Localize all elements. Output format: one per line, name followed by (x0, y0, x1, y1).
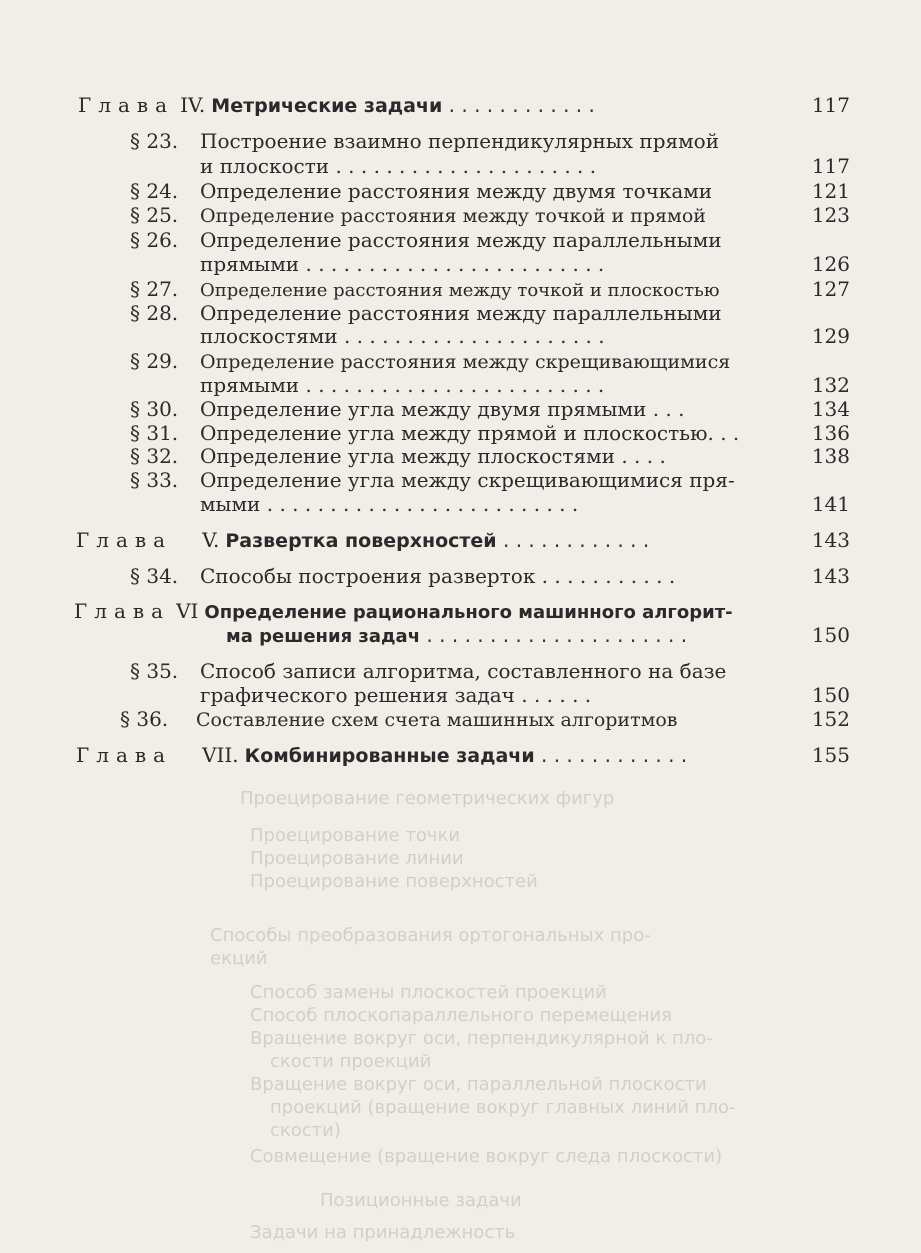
page-number: 129 (811, 324, 850, 348)
section-35-entry[interactable]: § 35. Способ записи алгоритма, составленного на базе (130, 659, 727, 683)
chapter-7-entry[interactable]: Глава VII. Комбинированные задачи . . . . . . . . . . . . 155 (76, 743, 850, 767)
bleed-line: скости проекций (270, 1051, 432, 1072)
page-number: 127 (811, 277, 850, 301)
page-number: 143 (811, 564, 850, 588)
section-26-entry[interactable]: § 26. Определение расстояния между параллельными (130, 228, 722, 252)
bleed-line: Проецирование линии (250, 848, 464, 869)
chapter-6-entry-cont[interactable]: ма решения задач . . . . . . . . . . . . . . . . . . . . . 150 (226, 623, 850, 647)
section-29-entry-cont[interactable]: прямыми . . . . . . . . . . . . . . . . . . . . . . . . 132 (200, 373, 850, 397)
page-number: 123 (811, 203, 850, 227)
section-23-entry-cont[interactable]: и плоскости . . . . . . . . . . . . . . . . . . . . . 117 (200, 154, 850, 178)
page-number: 132 (811, 373, 850, 397)
bleed-line: Совмещение (вращение вокруг следа плоскости) (250, 1146, 723, 1167)
section-35-entry-cont[interactable]: графического решения задач . . . . . . 150 (200, 683, 850, 707)
bleed-line: Проецирование геометрических фигур (240, 788, 615, 809)
section-28-entry-cont[interactable]: плоскостями . . . . . . . . . . . . . . . . . . . . . 129 (200, 324, 850, 348)
page-number: 150 (811, 683, 850, 707)
page-number: 152 (811, 707, 850, 731)
chapter-5-entry[interactable]: Глава V. Развертка поверхностей . . . . . . . . . . . . 143 (76, 528, 850, 552)
section-33-entry[interactable]: § 33. Определение угла между скрещивающимися пря- (130, 468, 735, 492)
page-number: 155 (811, 743, 850, 767)
bleed-line: Задачи на принадлежность (250, 1222, 516, 1243)
bleed-line: проекций (вращение вокруг главных линий пло- (270, 1097, 736, 1118)
section-27-entry[interactable]: § 27. Определение расстояния между точкой и плоскостью 127 (130, 277, 850, 301)
bleed-line: Позиционные задачи (320, 1190, 522, 1211)
bleed-line: Проецирование точки (250, 825, 461, 846)
page-number: 150 (811, 623, 850, 647)
section-32-entry[interactable]: § 32. Определение угла между плоскостями . . . . 138 (130, 444, 850, 468)
section-36-entry[interactable]: § 36. Составление схем счета машинных алгоритмов 152 (120, 707, 850, 731)
section-29-entry[interactable]: § 29. Определение расстояния между скрещивающимися (130, 349, 731, 373)
section-26-entry-cont[interactable]: прямыми . . . . . . . . . . . . . . . . . . . . . . . . 126 (200, 252, 850, 276)
section-28-entry[interactable]: § 28. Определение расстояния между параллельными (130, 301, 722, 325)
chapter-4-entry[interactable]: Глава IV. Метрические задачи . . . . . . . . . . . . 117 (78, 93, 850, 117)
bleed-line: Вращение вокруг оси, параллельной плоскости (250, 1074, 707, 1095)
bleed-line: Способ плоскопараллельного перемещения (250, 1005, 672, 1026)
bleed-line: Способ замены плоскостей проекций (250, 982, 607, 1003)
section-23-entry[interactable]: § 23. Построение взаимно перпендикулярных прямой (130, 129, 720, 153)
section-30-entry[interactable]: § 30. Определение угла между двумя прямыми . . . 134 (130, 397, 850, 421)
page-number: 141 (811, 492, 850, 516)
section-33-entry-cont[interactable]: мыми . . . . . . . . . . . . . . . . . . . . . . . . . 141 (200, 492, 850, 516)
bleed-line: Способы преобразования ортогональных про- (210, 925, 651, 946)
bleed-line: скости) (270, 1120, 341, 1141)
bleed-line: екций (210, 948, 268, 969)
page-number: 134 (811, 397, 850, 421)
page-number: 126 (811, 252, 850, 276)
reverse-side-bleed-through (70, 770, 920, 1253)
section-34-entry[interactable]: § 34. Способы построения разверток . . . . . . . . . . . 143 (130, 564, 850, 588)
section-31-entry[interactable]: § 31. Определение угла между прямой и плоскостью. . . 136 (130, 421, 850, 445)
page-number: 136 (811, 421, 850, 445)
section-25-entry[interactable]: § 25. Определение расстояния между точкой и прямой 123 (130, 203, 850, 227)
bleed-line: Проецирование поверхностей (250, 871, 538, 892)
chapter-6-entry[interactable]: Глава VI Определение рационального машинного алгорит- (74, 599, 733, 623)
page-number: 121 (811, 179, 850, 203)
bleed-line: Вращение вокруг оси, перпендикулярной к пло- (250, 1028, 713, 1049)
page-number: 117 (811, 93, 850, 117)
page-number: 138 (811, 444, 850, 468)
page-number: 117 (811, 154, 850, 178)
section-24-entry[interactable]: § 24. Определение расстояния между двумя точками 121 (130, 179, 850, 203)
page-number: 143 (811, 528, 850, 552)
